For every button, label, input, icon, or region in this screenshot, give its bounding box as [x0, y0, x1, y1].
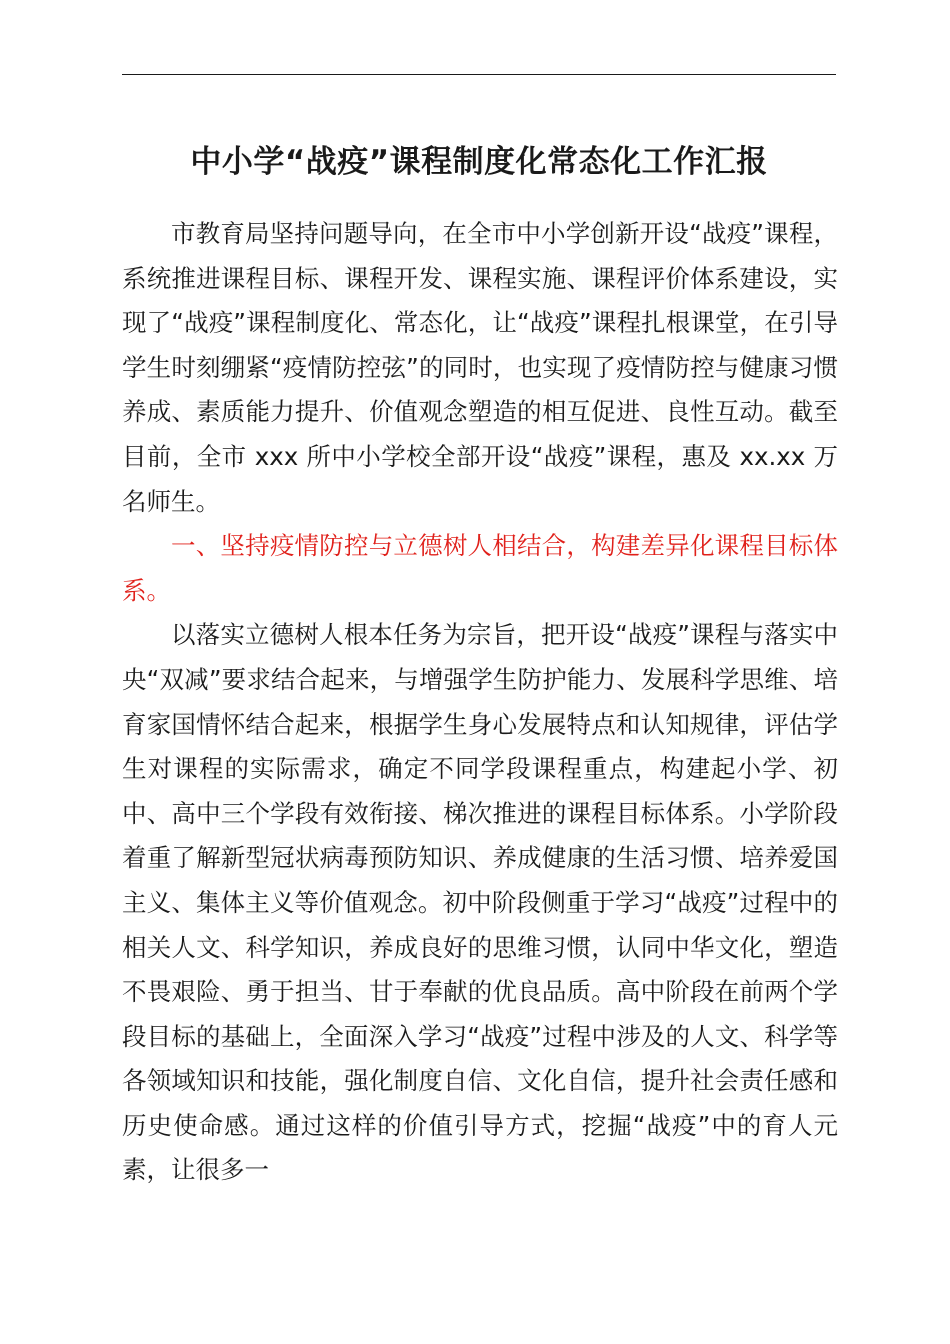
intro-paragraph: 市教育局坚持问题导向，在全市中小学创新开设“战疫”课程，系统推进课程目标、课程开发、课程实施、课程评价体系建设，实现了“战疫”课程制度化、常态化，让“战疫”课程扎根课堂，在引导学生时刻绷紧“疫情防控弦”的同时，也实现了疫情防控与健康习惯养成、素质能力提升、价值观念塑造的相互促进、良性互动。截至目前，全市 xxx 所中小学校全部开设“战疫”课程，惠及 xx.xx 万名师生。 — [122, 219, 838, 516]
section-1-paragraph: 以落实立德树人根本任务为宗旨，把开设“战疫”课程与落实中央“双减”要求结合起来，与增强学生防护能力、发展科学思维、培育家国情怀结合起来，根据学生身心发展特点和认知规律，评估学生对课程的实际需求，确定不同学段课程重点，构建起小学、初中、高中三个学段有效衔接、梯次推进的课程目标体系。小学阶段着重了解新型冠状病毒预防知识、养成健康的生活习惯、培养爱国主义、集体主义等价值观念。初中阶段侧重于学习“战疫”过程中的相关人文、科学知识，养成良好的思维习惯，认同中华文化，塑造不畏艰险、勇于担当、甘于奉献的优良品质。高中阶段在前两个学段目标的基础上，全面深入学习“战疫”过程中涉及的人文、科学等各领域知识和技能，强化制度自信、文化自信，提升社会责任感和历史使命感。通过这样的价值引导方式，挖掘“战疫”中的育人元素，让很多一 — [122, 620, 838, 1185]
header-divider — [122, 74, 836, 75]
document-title: 中小学“战疫”课程制度化常态化工作汇报 — [190, 144, 768, 180]
document-body — [122, 212, 838, 1193]
section-heading-1: 一、坚持疫情防控与立德树人相结合，构建差异化课程目标体系。 — [122, 531, 838, 605]
